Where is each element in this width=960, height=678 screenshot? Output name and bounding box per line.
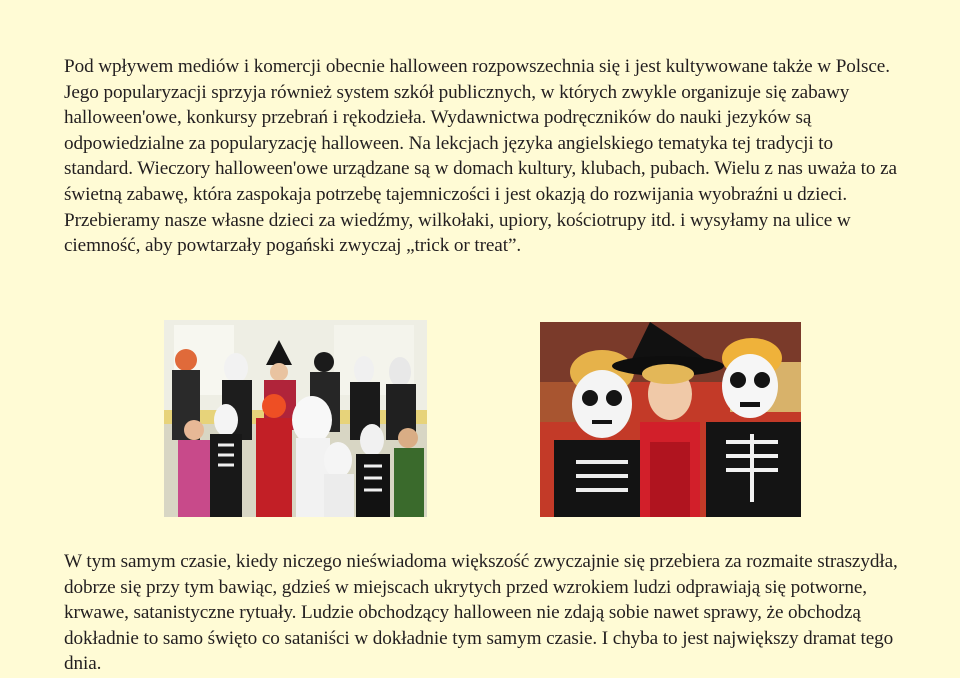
photo-children-costume-group	[164, 320, 427, 517]
paragraph-conclusion: W tym samym czasie, kiedy niczego nieświadoma większość zwyczajnie się przebiera za rozmaite straszydła, dobrze się przy tym bawiąc, gdzieś w miejscach ukrytych przed wzrokiem ludzi odprawiają się potworne, krwawe, satanistyczne rytuały. Ludzie obchodzący halloween nie zdają sobie nawet sprawy, że obchodzą dokładnie to samo święto co sataniści w dokładnie tym samym czasie. I chyba to jest największy dramat tego dnia.	[64, 551, 898, 675]
photo-children-face-paint	[540, 322, 801, 517]
paragraph-intro: Pod wpływem mediów i komercji obecnie halloween rozpowszechnia się i jest kultywowane także w Polsce. Jego popularyzacji sprzyja również system szkół publicznych, w których zwykle organizuje się zabawy halloween'owe, konkursy przebrań i rękodzieła. Wydawnictwa podręczników do nauki jezyków są odpowiedzialne za popularyzację halloween. Na lekcjach języka angielskiego tematyka tej tradycji to standard. Wieczory halloween'owe urządzane są w domach kultury, klubach, pubach. Wielu z nas uważa to za świetną zabawę, która zaspokaja potrzebę tajemniczości i jest okazją do rozwijania wyobraźni u dzieci. Przebieramy nasze własne dzieci za wiedźmy, wilkołaki, upiory, kościotrupy itd. i wysyłamy na ulice w ciemność, aby powtarzały pogański zwyczaj „trick or treat”.	[64, 56, 897, 257]
